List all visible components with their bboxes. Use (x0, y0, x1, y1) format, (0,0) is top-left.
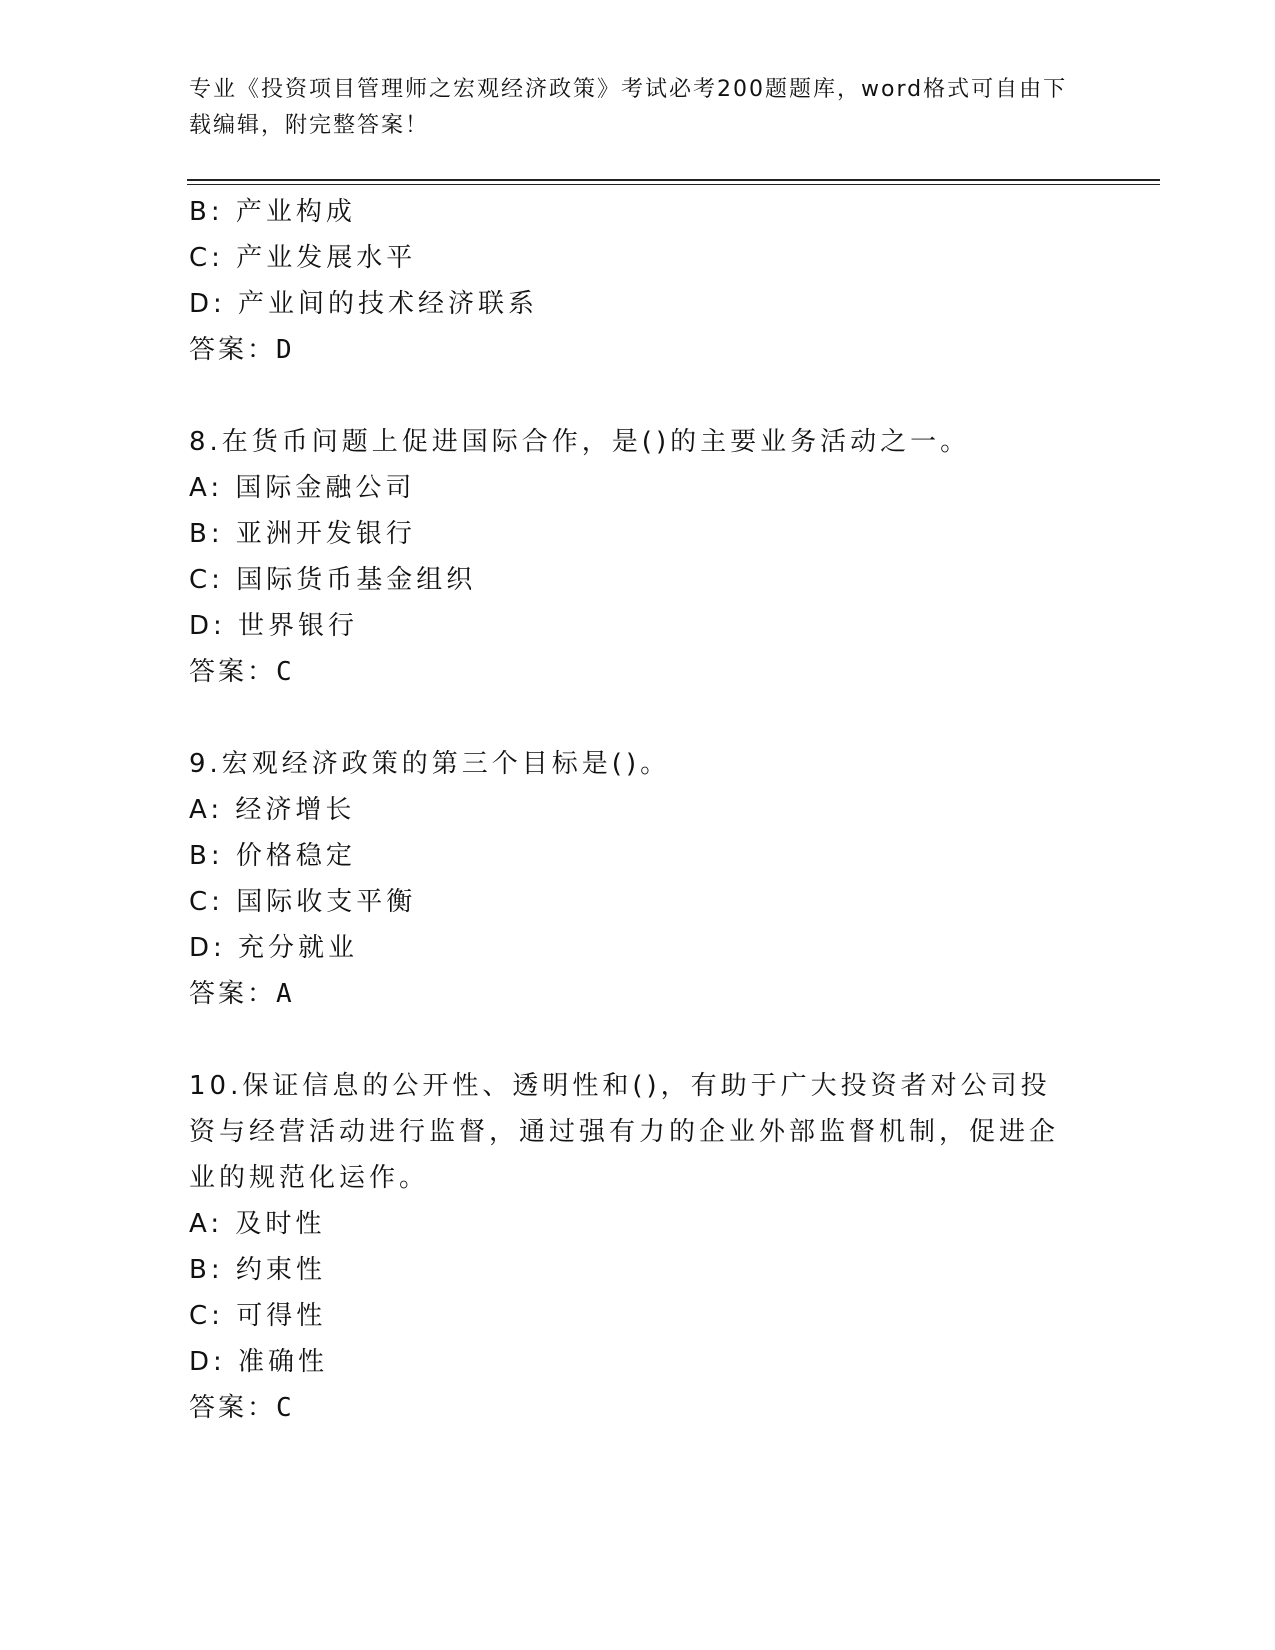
answer-line (189, 327, 1089, 373)
option-text: 产业发展水平 (236, 243, 417, 273)
option-c (189, 879, 1089, 925)
answer-value: D (276, 335, 295, 365)
option-letter: D: (189, 1347, 226, 1377)
option-d (189, 925, 1089, 971)
option-text: 约束性 (235, 1255, 326, 1285)
header-divider-thick (187, 179, 1160, 181)
option-text: 国际收支平衡 (236, 887, 417, 917)
question-7-partial (189, 189, 1089, 373)
question-8 (189, 419, 1089, 695)
option-text: 世界银行 (238, 611, 359, 641)
option-b (189, 189, 1089, 235)
question-stem: 10.保证信息的公开性、透明性和()，有助于广大投资者对公司投资与经营活动进行监督，通过强有力的企业外部监督机制，促进企业的规范化运作。 (189, 1071, 1060, 1193)
option-b (189, 833, 1089, 879)
option-text: 价格稳定 (235, 841, 356, 871)
answer-value: C (276, 657, 295, 687)
answer-value: C (276, 1393, 295, 1423)
question-stem: 9.宏观经济政策的第三个目标是()。 (189, 749, 671, 779)
answer-label: 答案： (189, 335, 277, 365)
option-letter: B: (189, 841, 224, 871)
option-a (189, 1201, 1089, 1247)
option-d (189, 1339, 1089, 1385)
option-letter: C: (189, 243, 224, 273)
document-header: 专业《投资项目管理师之宏观经济政策》考试必考200题题库，word格式可自由下载编辑，附完整答案！ (189, 77, 1068, 138)
answer-line (189, 649, 1089, 695)
answer-line (189, 1385, 1089, 1431)
option-text: 经济增长 (235, 795, 356, 825)
question-9 (189, 741, 1089, 1017)
question-stem: 8.在货币问题上促进国际合作，是()的主要业务活动之一。 (189, 427, 971, 457)
option-letter: B: (189, 1255, 224, 1285)
option-letter: D: (189, 289, 226, 319)
option-letter: D: (189, 611, 226, 641)
answer-line (189, 971, 1089, 1017)
option-letter: A: (189, 795, 224, 825)
option-letter: A: (189, 1209, 224, 1239)
option-text: 产业构成 (235, 197, 356, 227)
option-a (189, 787, 1089, 833)
option-text: 充分就业 (238, 933, 359, 963)
option-text: 及时性 (235, 1209, 326, 1239)
question-10 (189, 1063, 1089, 1431)
option-letter: A: (189, 473, 224, 503)
option-letter: D: (189, 933, 226, 963)
answer-label: 答案： (189, 1393, 277, 1423)
option-d (189, 281, 1089, 327)
option-letter: C: (189, 1301, 224, 1331)
option-c (189, 1293, 1089, 1339)
option-b (189, 1247, 1089, 1293)
option-text: 产业间的技术经济联系 (238, 289, 539, 319)
option-text: 国际金融公司 (235, 473, 416, 503)
option-letter: C: (189, 565, 224, 595)
answer-label: 答案： (189, 657, 277, 687)
question-list (189, 189, 1089, 1431)
option-text: 准确性 (238, 1347, 329, 1377)
option-text: 国际货币基金组织 (236, 565, 477, 595)
answer-label: 答案： (189, 979, 277, 1009)
option-d (189, 603, 1089, 649)
option-c (189, 557, 1089, 603)
option-c (189, 235, 1089, 281)
option-text: 亚洲开发银行 (235, 519, 416, 549)
option-b (189, 511, 1089, 557)
option-a (189, 465, 1089, 511)
option-letter: B: (189, 197, 224, 227)
option-letter: B: (189, 519, 224, 549)
option-text: 可得性 (236, 1301, 327, 1331)
option-letter: C: (189, 887, 224, 917)
header-divider-thin (187, 184, 1160, 185)
answer-value: A (276, 979, 295, 1009)
